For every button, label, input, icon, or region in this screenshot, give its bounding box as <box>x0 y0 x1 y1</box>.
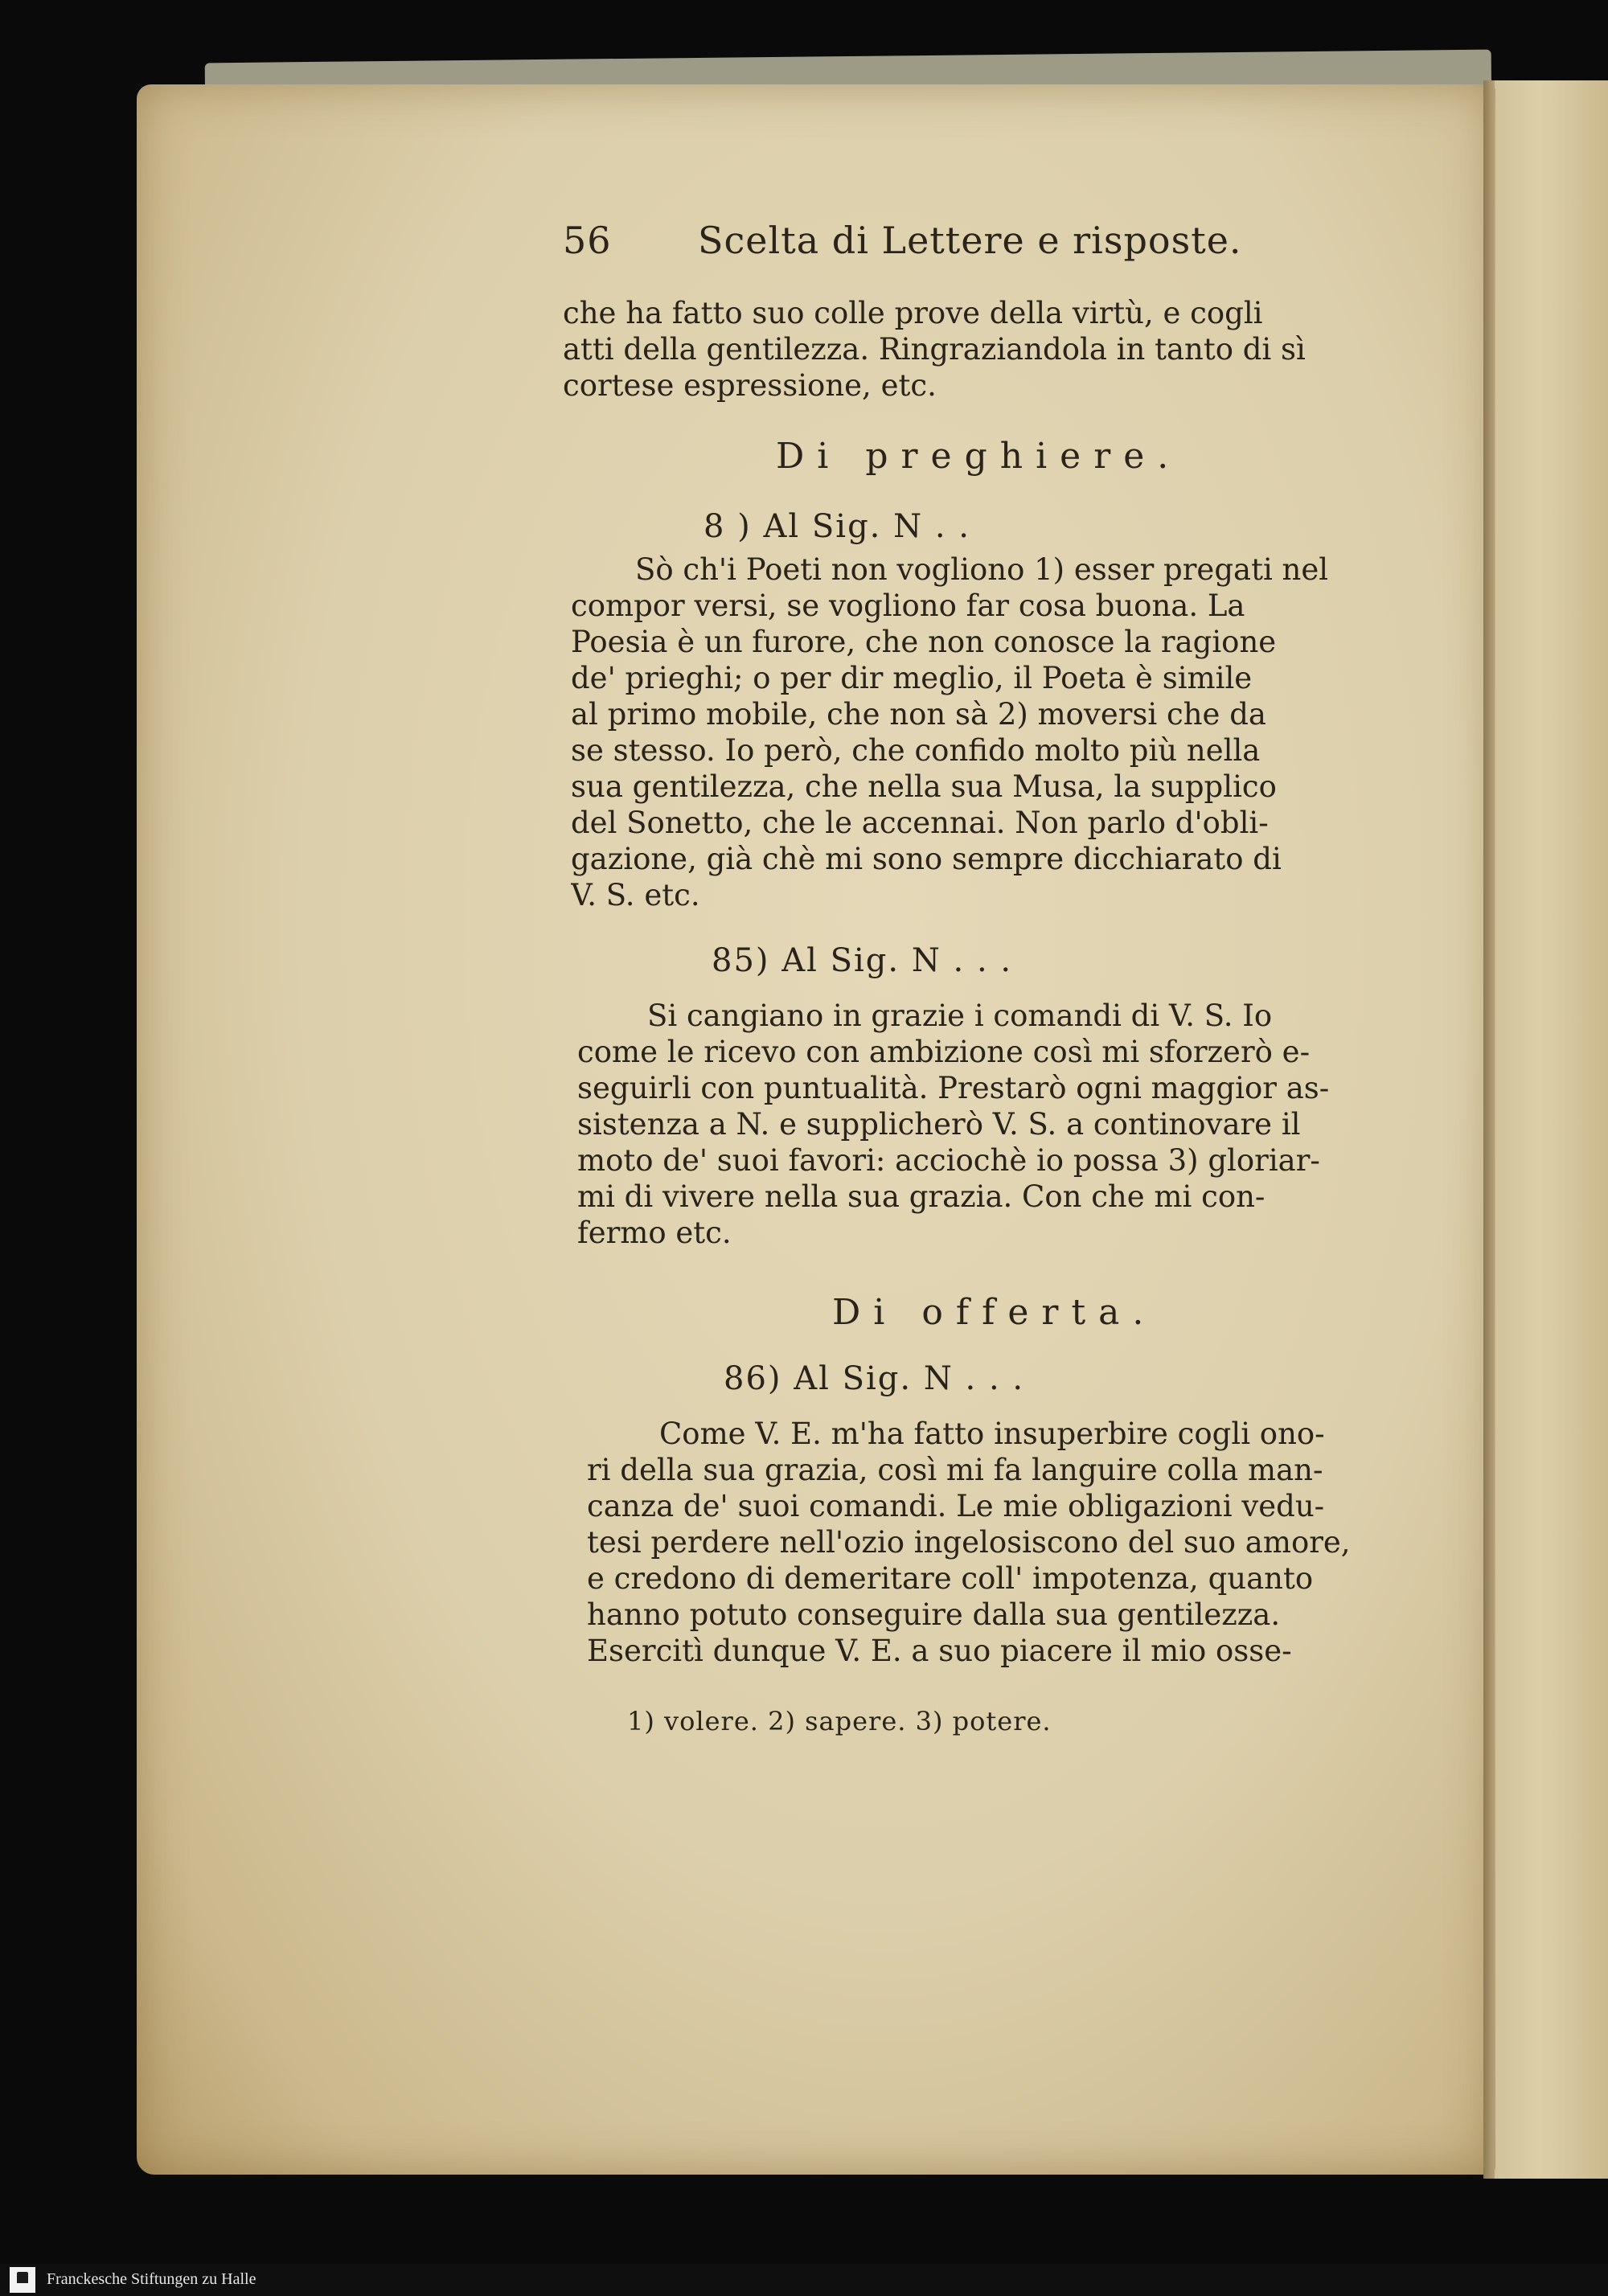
letter-line: Come V. E. m'ha fatto insuperbire cogli ono- <box>659 1417 1325 1451</box>
facing-page-edge <box>1483 80 1608 2179</box>
running-title: Scelta di Lettere e risposte. <box>698 219 1242 262</box>
letter-line: fermo etc. <box>577 1216 732 1250</box>
letter-line: sistenza a N. e supplicherò V. S. a continovare il <box>577 1107 1301 1142</box>
institution-name: Franckesche Stiftungen zu Halle <box>47 2270 256 2288</box>
letter-line: Si cangiano in grazie i comandi di V. S. Io <box>647 998 1273 1033</box>
institution-logo-icon <box>10 2267 35 2293</box>
intro-line: cortese espressione, etc. <box>563 368 937 403</box>
letter-address: 86) Al Sig. N . . . <box>724 1360 1025 1397</box>
letter-line: de' prieghi; o per dir meglio, il Poeta è simile <box>571 661 1253 695</box>
letter-line: ri della sua grazia, così mi fa languire colla man- <box>587 1453 1323 1487</box>
footnotes: 1) volere. 2) sapere. 3) potere. <box>627 1706 1052 1736</box>
letter-address: 85) Al Sig. N . . . <box>712 942 1013 979</box>
letter-line: seguirli con puntualità. Prestarò ogni maggior as- <box>577 1071 1330 1105</box>
letter-line: se stesso. Io però, che confido molto più nella <box>571 733 1261 768</box>
letter-line: come le ricevo con ambizione così mi sforzerò e- <box>577 1035 1311 1069</box>
intro-line: che ha fatto suo colle prove della virtù, e cogli <box>563 296 1263 330</box>
letter-line: tesi perdere nell'ozio ingelosiscono del suo amore, <box>587 1525 1351 1560</box>
letter-line: moto de' suoi favori: acciochè io possa 3) gloriar- <box>577 1143 1320 1178</box>
letter-line: compor versi, se vogliono far cosa buona. La <box>571 588 1245 623</box>
letter-line: V. S. etc. <box>571 878 700 912</box>
letter-line: mi di vivere nella sua grazia. Con che mi con- <box>577 1179 1265 1214</box>
letter-line: al primo mobile, che non sà 2) moversi che da <box>571 697 1266 732</box>
book-gutter <box>1483 80 1495 2179</box>
letter-line: Esercitì dunque V. E. a suo piacere il mio osse- <box>587 1634 1292 1668</box>
letter-line: gazione, già chè mi sono sempre dicchiarato di <box>571 842 1282 876</box>
letter-address: 8 ) Al Sig. N . . <box>704 508 970 545</box>
section-heading-preghiere: Di preghiere. <box>776 436 1182 477</box>
letter-line: e credono di demeritare coll' impotenza, quanto <box>587 1561 1314 1596</box>
letter-line: sua gentilezza, che nella sua Musa, la supplico <box>571 769 1277 804</box>
letter-line: Sò ch'i Poeti non vogliono 1) esser pregati nel <box>635 552 1329 587</box>
section-heading-offerta: Di offerta. <box>832 1292 1157 1333</box>
letter-line: del Sonetto, che le accennai. Non parlo d'obli- <box>571 806 1269 840</box>
letter-line: Poesia è un furore, che non conosce la ragione <box>571 625 1277 659</box>
footer-bar <box>0 2264 1608 2296</box>
letter-line: hanno potuto conseguire dalla sua gentilezza. <box>587 1597 1281 1632</box>
running-head <box>563 219 1399 267</box>
intro-line: atti della gentilezza. Ringraziandola in tanto di sì <box>563 332 1306 367</box>
page-number: 56 <box>563 219 612 262</box>
letter-line: canza de' suoi comandi. Le mie obligazioni vedu- <box>587 1489 1325 1523</box>
